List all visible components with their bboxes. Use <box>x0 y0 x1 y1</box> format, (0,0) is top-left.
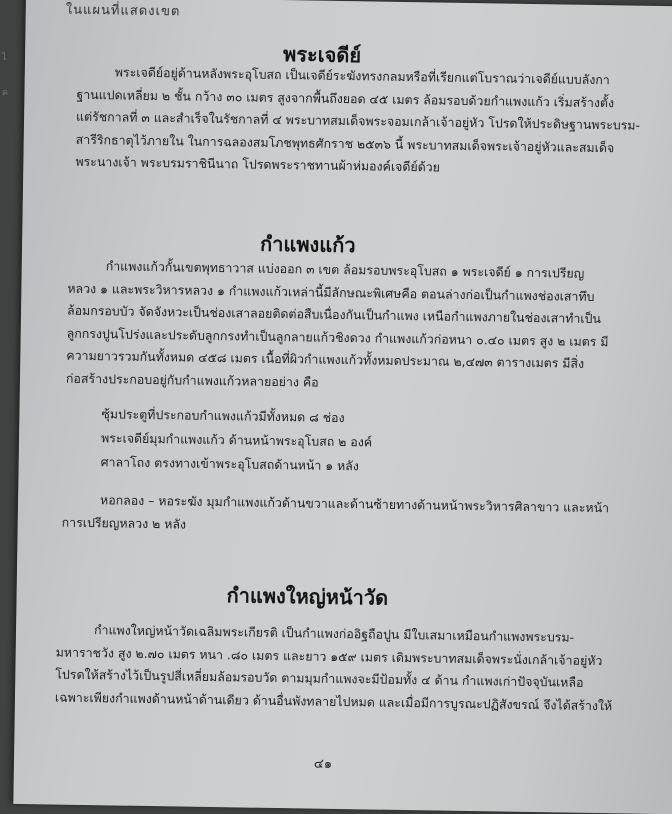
text-line: ล้อมกรอบบัว จัดจังหวะเป็นช่องเสาลอยติดต่อสืบเนื่องกันเป็นกำแพง เหนือกำแพงภายในช่องเสาทำเป็น <box>66 302 602 327</box>
book-page <box>13 0 672 814</box>
text-line: กำแพงแก้วกั้นเขตพุทธาวาส แบ่งออก ๓ เขต ล้อมรอบพระอุโบสถ ๑ พระเจดีย์ ๑ การเปรียญ <box>105 258 585 281</box>
text-line: ก่อสร้างประกอบอยู่กับกำแพงแก้วหลายอย่าง คือ <box>65 370 319 390</box>
text-line: ฐานแปดเหลี่ยม ๒ ชั้น กว้าง ๓๐ เมตร สูงจากพื้นถึงยอด ๔๕ เมตร ล้อมรอบด้วยกำแพงแก้ว เริ่มสร้างตั้ง <box>76 86 615 110</box>
list-item: ศาลาโถง ตรงทางเข้าพระอุโบสถด้านหน้า ๑ หลัง <box>100 454 360 474</box>
list-item: ซุ้มประตูที่ประกอบกำแพงแก้วมีทั้งหมด ๘ ช่อง <box>101 406 345 426</box>
text-line: สารีริกธาตุไว้ภายใน ในการฉลองสมโภชพุทธศักราช ๒๕๓๖ นี้ พระบาทสมเด็จพระเจ้าอยู่หัวและสมเด็จ <box>75 131 615 155</box>
text-line: การเปรียญหลวง ๒ หลัง <box>61 514 187 532</box>
page-number: ๔๑ <box>313 756 333 772</box>
list-item: พระเจดีย์มุมกำแพงแก้ว ด้านหน้าพระอุโบสถ ๒ องค์ <box>100 430 373 450</box>
text-line: พระนางเจ้า พระบรมราชินีนาถ โปรดพระราชทานผ้าห่มองค์เจดีย์ด้วย <box>75 153 441 175</box>
text-line: พระเจดีย์อยู่ด้านหลังพระอุโบสถ เป็นเจดีย์ระฆังทรงกลมหรือที่เรียกแต่โบราณว่าเจดีย์แบบลังกา <box>114 64 610 88</box>
section-heading-kamphaeng-kaeo: กำแพงแก้ว <box>259 231 356 258</box>
text-line: ลูกกรงปูนโปร่งและประดับลูกกรงทำเป็นลูกลายแก้วชิงดวง กำแพงแก้วก่อหนา ๐.๔๐ เมตร สูง ๒ เมตร มี <box>66 325 609 349</box>
page-edge-mark: ไ <box>2 52 7 62</box>
page-edge-mark: ค <box>2 87 9 97</box>
text-line: มหาราชวัง สูง ๒.๗๐ เมตร หนา .๘๐ เมตร และยาว ๑๕๙ เมตร เดิมพระบาทสมเด็จพระนั่งเกล้าเจ้าอยู่หัว <box>55 644 603 668</box>
text-line: ความยาวรวมกันทั้งหมด ๔๕๘ เมตร เนื้อที่ผิวกำแพงแก้วทั้งหมดประมาณ ๒,๔๗๓ ตารางเมตร มีสิ่ง <box>66 347 585 371</box>
text-line: เฉพาะเพียงกำแพงด้านหน้าด้านเดียว ด้านอื่นพังทลายไปหมด และเมื่อมีการบูรณะปฏิสังขรณ์ จึงได้สร้างให้ <box>54 689 613 713</box>
paragraph-chedi <box>75 61 641 182</box>
previous-page-fragment: ในแผนที่แสดงเขต <box>65 2 181 20</box>
text-line: หลวง ๑ และพระวิหารหลวง ๑ กำแพงแก้วเหล่านี้มีลักษณะพิเศษคือ ตอนล่างก่อเป็นกำแพงช่องเสาทึบ <box>67 280 595 304</box>
paragraph-bell-tower <box>61 489 610 542</box>
paragraph-front-wall <box>54 619 613 717</box>
text-line: แต่รัชกาลที่ ๓ และสำเร็จในรัชกาลที่ ๔ พระบาทสมเด็จพระจอมเกล้าเจ้าอยู่หัว โปรดให้ประดิษฐานพระบรม- <box>75 108 641 133</box>
text-line: โปรดให้สร้างไว้เป็นรูปสี่เหลี่ยมล้อมรอบวัด ตามมุมกำแพงจะมีป้อมทั้ง ๔ ด้าน กำแพงเก่าปัจจุบันเหลือ <box>55 666 584 690</box>
text-line: กำแพงใหญ่หน้าวัดเฉลิมพระเกียรติ เป็นกำแพงก่ออิฐถือปูน มีใบเสมาเหมือนกำแพงพระบรม- <box>93 622 575 645</box>
paragraph-kamphaeng-kaeo <box>65 255 609 398</box>
section-heading-chedi: พระเจดีย์ <box>282 42 362 68</box>
section-heading-front-wall: กำแพงใหญ่หน้าวัด <box>226 583 389 610</box>
text-line: หอกลอง – หอระฆัง มุมกำแพงแก้วด้านขวาและด้านซ้ายทางด้านหน้าพระวิหารศิลาขาว และหน้า <box>99 492 610 516</box>
